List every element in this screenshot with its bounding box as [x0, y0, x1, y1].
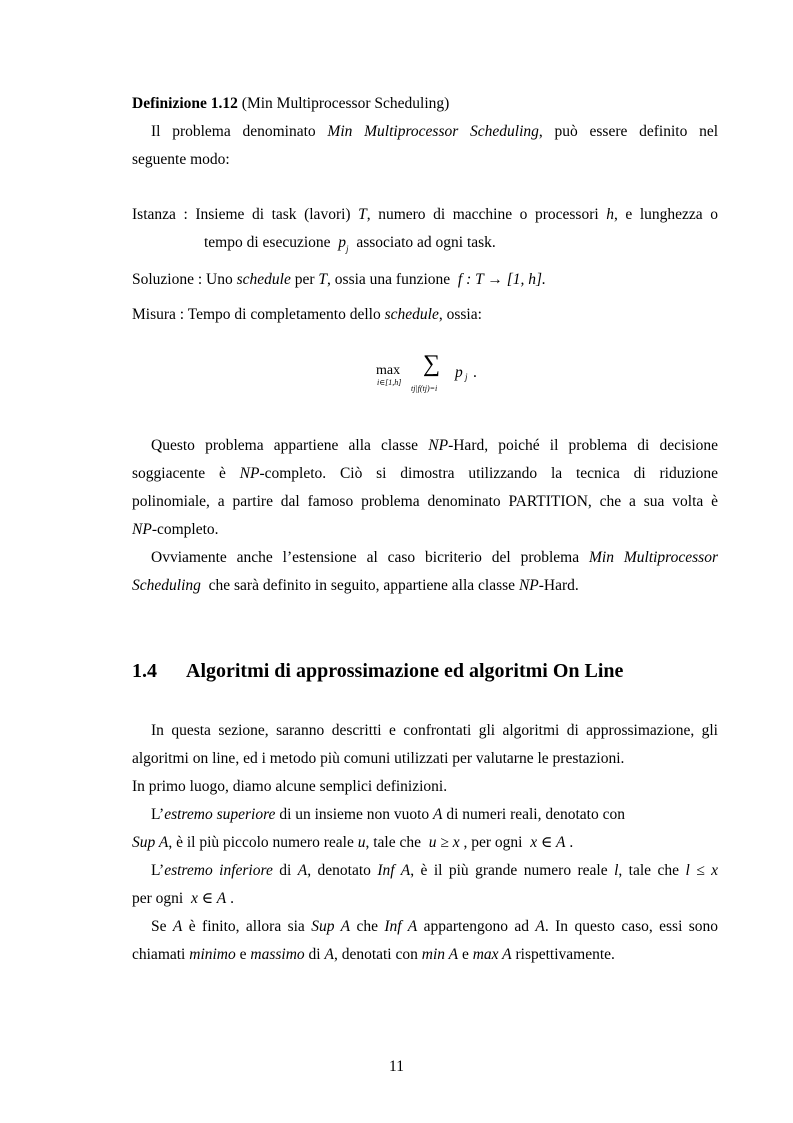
emphasis: massimo [250, 946, 305, 963]
para5-line2 [132, 889, 718, 909]
text: Soluzione : Uno [132, 271, 233, 288]
text: per [294, 271, 315, 288]
page-number: 11 [389, 1058, 404, 1075]
var: T [318, 271, 328, 288]
np: NP [132, 521, 152, 538]
text: , è il più piccolo numero reale [168, 834, 354, 851]
text: , può essere definito nel [538, 123, 719, 140]
definition-title: (Min Multiprocessor Scheduling) [241, 95, 450, 112]
subscript: j [465, 372, 468, 382]
function-formula: f : T → [1, h]. [457, 271, 546, 288]
emphasis: Min Multiprocessor [589, 549, 718, 566]
text: di [308, 946, 321, 963]
var: l [614, 862, 619, 879]
text: , tale che [365, 834, 421, 851]
text: -Hard, poiché il problema di decisione [448, 437, 719, 454]
para3-line2: algoritmi on line, ed i metodo più comuni utilizzati per valutarne le prestazioni. [132, 750, 625, 767]
text: appartengono ad [423, 918, 529, 935]
text: Misura : Tempo di completamento dello [132, 306, 381, 323]
sum-operator: ∑ [423, 351, 441, 377]
text: Il problema denominato [151, 123, 316, 140]
var: A [297, 862, 308, 879]
text: , è il più grande numero reale [410, 862, 608, 879]
text: -Hard. [538, 577, 579, 594]
sup-a: Sup A [132, 834, 169, 851]
subscript: j [346, 244, 349, 254]
text: , denotato [307, 862, 371, 879]
definition-heading [132, 94, 718, 114]
text: Se [151, 918, 167, 935]
max-operator: max [376, 363, 401, 378]
text: e [239, 946, 247, 963]
var: u [357, 834, 366, 851]
membership: x ∈ A [530, 834, 566, 851]
var: T [358, 206, 367, 223]
np: NP [518, 577, 539, 594]
min-a: min A [421, 946, 459, 963]
inequality: l ≤ x [685, 862, 719, 879]
max-a: max A [472, 946, 512, 963]
solution-line [132, 270, 718, 290]
var: A [535, 918, 545, 935]
text: che [356, 918, 378, 935]
max-subscript: i∈[1,h] [377, 378, 402, 387]
text: L’ [151, 862, 165, 879]
text: , denotati con [333, 946, 418, 963]
np: NP [239, 465, 260, 482]
text: associato ad ogni task. [356, 234, 496, 251]
text: Insieme di task (lavori) [195, 206, 351, 223]
para6-line2 [132, 945, 718, 965]
emphasis: estremo superiore [164, 806, 276, 823]
inf-a: Inf A [377, 862, 411, 879]
para3-line1: In questa sezione, saranno descritti e confrontati gli algoritmi di approssimazione, gli [151, 722, 718, 739]
text: . In questo caso, essi sono [544, 918, 719, 935]
para2-line2 [132, 576, 718, 596]
sum-subscript: tj|f(tj)=i [411, 384, 438, 393]
definition-intro-line1 [151, 122, 718, 142]
text: soggiacente è [132, 465, 226, 482]
section-number: 1.4 [132, 660, 157, 682]
text: , tale che [618, 862, 680, 879]
para1-line4 [132, 520, 718, 540]
para1-line2 [132, 464, 718, 484]
para2-line1 [151, 548, 718, 568]
period: . [569, 834, 574, 851]
para4-line1 [151, 805, 718, 825]
text: di numeri reali, denotato con [446, 806, 625, 823]
para4-line2 [132, 833, 718, 853]
definition-intro-line2: seguente modo: [132, 151, 230, 168]
text: , ossia una funzione [327, 271, 451, 288]
section-heading [132, 659, 718, 683]
instance-label: Istanza : [132, 206, 188, 223]
text: e [461, 946, 469, 963]
period: . [230, 890, 235, 907]
var: p [455, 364, 463, 381]
var: h [606, 206, 614, 223]
text: rispettivamente. [515, 946, 615, 963]
text: che sarà definito in seguito, appartiene alla classe [208, 577, 516, 594]
text: Questo problema appartiene alla classe [151, 437, 419, 454]
text: , e lunghezza o [613, 206, 718, 223]
var: p [338, 234, 347, 251]
text: -completo. Ciò si dimostra utilizzando la tecnica di riduzione [259, 465, 719, 482]
text: -completo. [151, 521, 219, 538]
text: , per ogni [463, 834, 523, 851]
emphasis: Scheduling [132, 577, 201, 594]
emphasis: Min Multiprocessor Scheduling [327, 123, 539, 140]
instance-line2 [204, 233, 790, 254]
text: tempo di esecuzione [204, 234, 331, 251]
text: Ovviamente anche l’estensione al caso bicriterio del problema [151, 549, 580, 566]
para6-line1 [151, 917, 718, 937]
inf-a: Inf A [384, 918, 418, 935]
text: per ogni [132, 890, 184, 907]
emphasis: schedule [236, 271, 291, 288]
emphasis: minimo [189, 946, 236, 963]
instance-line1 [132, 205, 718, 225]
period: . [473, 364, 477, 381]
para1-line3: polinomiale, a partire dal famoso problema denominato PARTITION, che a sua volta è [132, 493, 718, 510]
section-title: Algoritmi di approssimazione ed algoritmi On Line [186, 660, 624, 682]
text: , ossia: [438, 306, 482, 323]
para3-line3: In primo luogo, diamo alcune semplici definizioni. [132, 778, 448, 795]
measure-line [132, 305, 718, 325]
membership: x ∈ A [190, 890, 227, 907]
var: A [172, 918, 183, 935]
emphasis: schedule [384, 306, 439, 323]
np: NP [428, 437, 449, 454]
text: di [279, 862, 292, 879]
sup-a: Sup A [311, 918, 351, 935]
text: di un insieme non vuoto [279, 806, 430, 823]
text: , numero di macchine o processori [366, 206, 599, 223]
var: A [324, 946, 334, 963]
inequality: u ≥ x [428, 834, 460, 851]
emphasis: estremo inferiore [164, 862, 273, 879]
para1-line1 [151, 436, 718, 456]
text: L’ [151, 806, 165, 823]
definition-label: Definizione 1.12 [132, 95, 238, 112]
var: A [433, 806, 443, 823]
para5-line1 [151, 861, 718, 881]
text: è finito, allora sia [188, 918, 305, 935]
text: chiamati [132, 946, 186, 963]
